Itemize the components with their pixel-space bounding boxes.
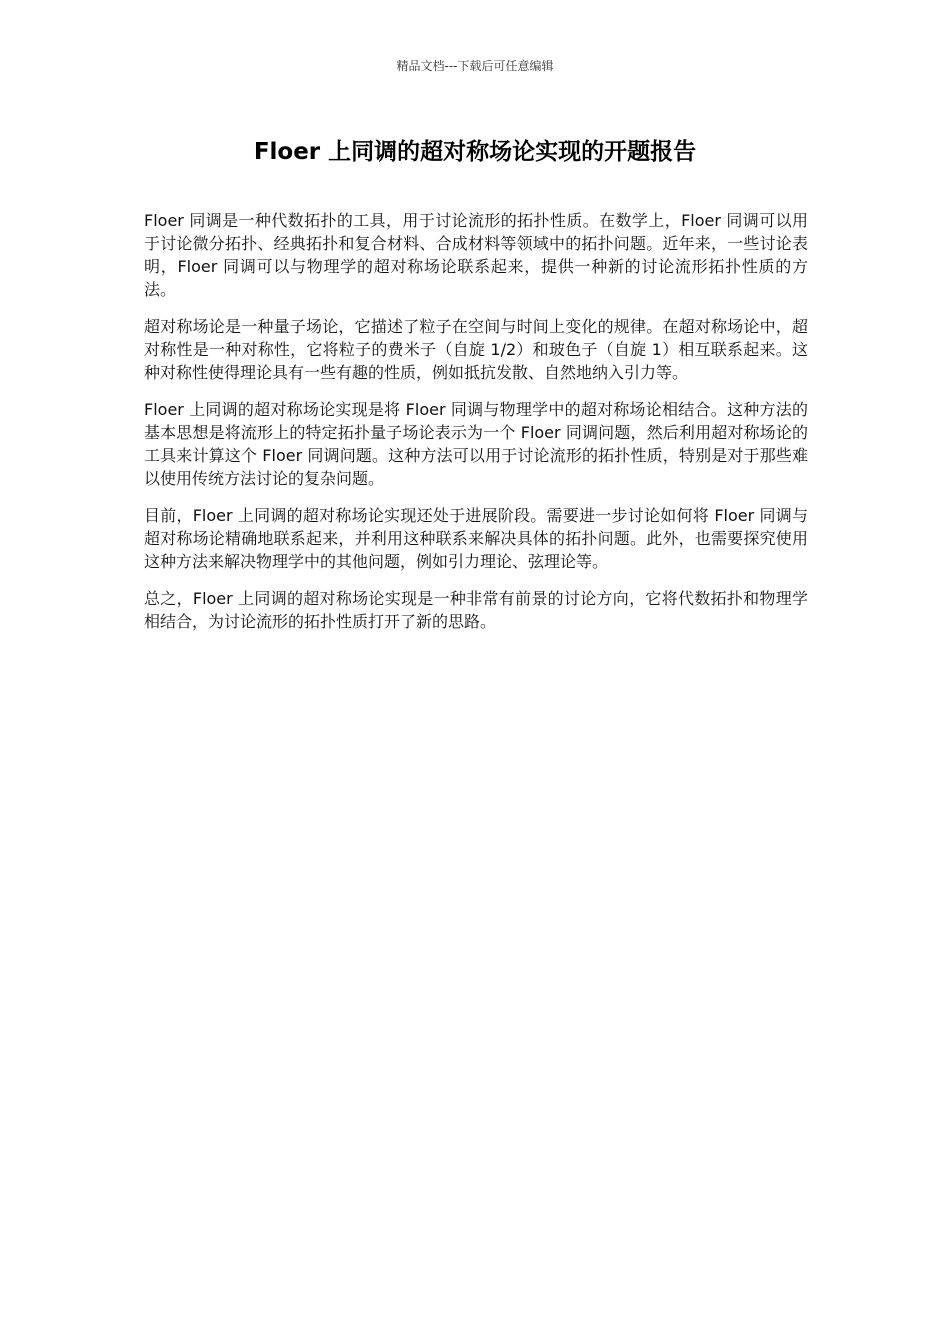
document-title: Floer 上同调的超对称场论实现的开题报告 bbox=[253, 139, 697, 165]
document-body bbox=[144, 209, 808, 647]
page-header: 精品文档---下载后可任意编辑 bbox=[396, 59, 554, 73]
paragraph-4: 目前，Floer 上同调的超对称场论实现还处于进展阶段。需要进一步讨论如何将 Floer 同调与超对称场论精确地联系起来，并利用这种联系来解决具体的拓扑问题。此外，也需要探究使用这种方法来解决物理学中的其他问题，例如引力理论、弦理论等。 bbox=[144, 506, 808, 571]
paragraph-3: Floer 上同调的超对称场论实现是将 Floer 同调与物理学中的超对称场论相结合。这种方法的基本思想是将流形上的特定拓扑量子场论表示为一个 Floer 同调问题，然后利用超对称场论的工具来计算这个 Floer 同调问题。这种方法可以用于讨论流形的拓扑性质，特别是对于那些难以使用传统方法讨论的复杂问题。 bbox=[144, 400, 808, 488]
paragraph-2: 超对称场论是一种量子场论，它描述了粒子在空间与时间上变化的规律。在超对称场论中，超对称性是一种对称性，它将粒子的费米子（自旋 1/2）和玻色子（自旋 1）相互联系起来。这种对称性使得理论具有一些有趣的性质，例如抵抗发散、自然地纳入引力等。 bbox=[144, 317, 808, 382]
paragraph-1: Floer 同调是一种代数拓扑的工具，用于讨论流形的拓扑性质。在数学上，Floer 同调可以用于讨论微分拓扑、经典拓扑和复合材料、合成材料等领域中的拓扑问题。近年来，一些讨论表明，Floer 同调可以与物理学的超对称场论联系起来，提供一种新的讨论流形拓扑性质的方法。 bbox=[144, 211, 808, 299]
paragraph-5: 总之，Floer 上同调的超对称场论实现是一种非常有前景的讨论方向，它将代数拓扑和物理学相结合，为讨论流形的拓扑性质打开了新的思路。 bbox=[144, 589, 808, 631]
